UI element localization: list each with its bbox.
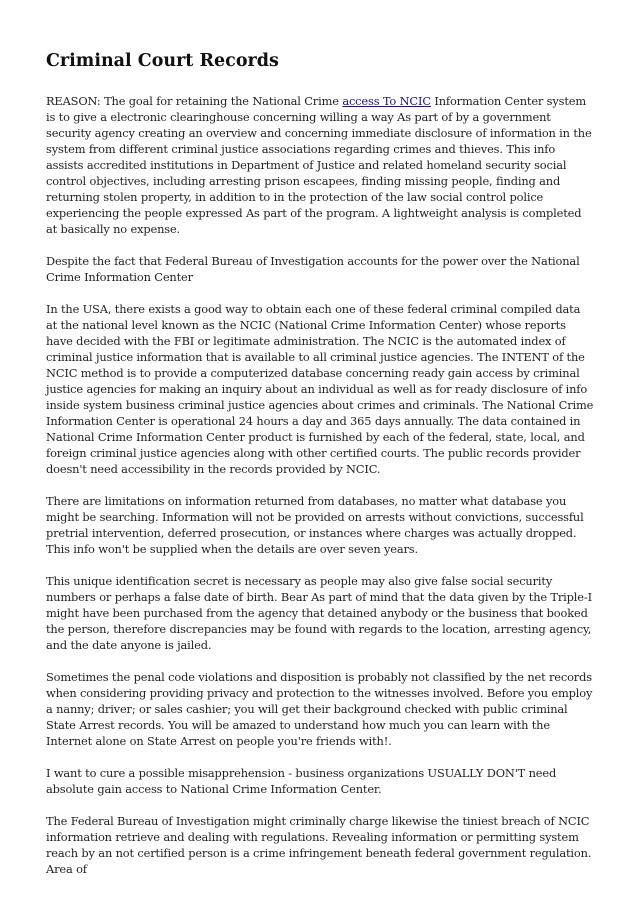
- ncic-access-link[interactable]: access To NCIC: [342, 94, 431, 108]
- paragraph-penal-code: Sometimes the penal code violations and disposition is probably not classified by the net records when considering providing privacy and protection to the witnesses involved. Before you employ a nanny; driver; or sales cashier; you will get their background checked with public criminal State Arrest records. You will be amazed to understand how much you can learn with the Internet alone on State Arrest on people you're friends with!.: [46, 670, 593, 748]
- paragraph-identification: This unique identification secret is necessary as people may also give false social security numbers or perhaps a false date of birth. Bear As part of mind that the data given by the Triple-I might have been purchased from the agency that detained anybody or the business that booked the person, therefore discrepancies may be found with regards to the location, arresting agency, and the date anyone is jailed.: [46, 574, 592, 652]
- paragraph-reason-text-end: Information Center system is to give a electronic clearinghouse concerning willing a way As part of by a government security agency creating an overview and concerning immediate disclosure of information in the system from different criminal justice associations regarding crimes and thieves. This info assists accredited institutions in Department of Justice and related homeland security social control objectives, including arresting prison escapees, finding missing people, finding and returning stolen property, in addition to in the protection of the law social control police experiencing the people expressed As part of the program. A lightweight analysis is completed at basically no expense.: [46, 94, 592, 236]
- paragraph-misapprehension: I want to cure a possible misapprehension - business organizations USUALLY DON'T need absolute gain access to National Crime Information Center.: [46, 766, 557, 796]
- paragraph-reason: [46, 93, 594, 237]
- paragraph-limitations: There are limitations on information returned from databases, no matter what database you might be searching. Information will not be provided on arrests without convictions, successful pretrial intervention, deferred prosecution, or instances where charges was actually dropped. This info won't be supplied when the details are over seven years.: [46, 494, 584, 556]
- paragraph-fbi-power: Despite the fact that Federal Bureau of Investigation accounts for the power over the National Crime Information Center: [46, 254, 580, 284]
- paragraph-usa-ncic: In the USA, there exists a good way to obtain each one of these federal criminal compiled data at the national level known as the NCIC (National Crime Information Center) whose reports have decided with the FBI or legitimate administration. The NCIC is the automated index of criminal justice information that is available to all criminal justice agencies. The INTENT of the NCIC method is to provide a computerized database concerning ready gain access by criminal justice agencies for making an inquiry about an individual as well as for ready disclosure of info inside system business criminal justice agencies about crimes and criminals. The National Crime Information Center is operational 24 hours a day and 365 days annually. The data contained in National Crime Information Center product is furnished by each of the federal, state, local, and foreign criminal justice agencies along with other certified courts. The public records provider doesn't need accessibility in the records provided by NCIC.: [46, 302, 594, 476]
- paragraph-fbi-charge: The Federal Bureau of Investigation might criminally charge likewise the tiniest breach of NCIC information retrieve and dealing with regulations. Revealing information or permitting system reach by an not certified person is a crime infringement beneath federal government regulation. Area of: [46, 814, 592, 876]
- page-title: Criminal Court Records: [46, 51, 279, 71]
- paragraph-reason-text-start: REASON: The goal for retaining the National Crime: [46, 94, 343, 108]
